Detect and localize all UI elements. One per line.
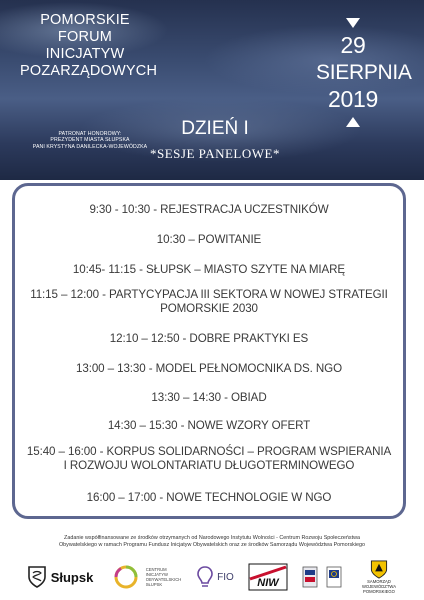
triangle-down-icon <box>346 18 360 28</box>
partner-logos <box>0 560 424 596</box>
niw-mark-icon <box>248 563 288 591</box>
svg-text:NIW: NIW <box>257 577 279 589</box>
day-label: DZIEŃ I <box>181 118 249 139</box>
fio-logo: FIO <box>190 560 240 594</box>
schedule-item: 14:30 – 15:30 - NOWE WZORY OFERT <box>107 419 311 432</box>
forum-title-line: INICJATYW <box>45 46 125 62</box>
patronage-line: PANI KRYSTYNA DANILECKA-WOJEWÓDZKA <box>32 143 148 150</box>
schedule-item: 10:45- 11:15 - SŁUPSK – MIASTO SZYTE NA MIARĘ <box>72 263 346 276</box>
date-day: 29 <box>340 32 366 58</box>
griffin-crest-icon <box>370 560 388 579</box>
schedule-panel <box>12 183 406 519</box>
schedule-item: 13:00 – 13:30 - MODEL PEŁNOMOCNIKA DS. NGO <box>76 362 342 375</box>
triangle-up-icon <box>346 117 360 127</box>
fio-bulb-icon <box>196 565 214 589</box>
eu-flag-icon <box>326 566 342 588</box>
slupsk-crest-icon <box>27 565 47 589</box>
cio-logo: CENTRUM INICJATYW OBYWATELSKICH SŁUPSK <box>112 560 182 594</box>
forum-title-line: FORUM <box>57 29 113 45</box>
schedule-item: 11:15 – 12:00 - PARTYCYPACJA III SEKTORA W NOWEJ STRATEGII POMORSKIE 2030 <box>30 288 388 315</box>
schedule-item: 12:10 – 12:50 - DOBRE PRAKTYKI ES <box>109 332 309 345</box>
samorzad-logo: SAMORZĄD WOJEWÓDZTWA POMORSKIEGO <box>348 560 410 594</box>
honorary-patronage <box>20 131 160 150</box>
date-year: 2019 <box>328 86 378 112</box>
funding-note: Zadanie współfinansowane ze środków otrzymanych od Narodowego Instytutu Wolności - Centrum Rozwoju Społeczeństwa Obywatelskiego w ramach Programu Fundusz Inicjatyw Obywatelskich oraz ze środków Samorządu Województwa Pomorskiego <box>58 535 366 548</box>
patronage-line: PATRONAT HONOROWY: <box>58 131 122 137</box>
header-banner <box>0 0 424 180</box>
cio-circle-icon <box>113 564 143 590</box>
slupsk-logo: Słupsk <box>20 560 100 594</box>
schedule-item: 13:30 – 14:30 - OBIAD <box>151 391 267 404</box>
session-label: *SESJE PANELOWE* <box>150 146 280 161</box>
flag-logo <box>300 560 320 594</box>
patronage-line: PREZYDENT MIASTA SŁUPSKA <box>50 137 130 144</box>
event-date <box>316 18 412 127</box>
eu-flag-logo <box>324 560 344 594</box>
date-month: SIERPNIA <box>316 61 412 84</box>
schedule-item: 9:30 - 10:30 - REJESTRACJA UCZESTNIKÓW <box>89 203 329 216</box>
flag-icon <box>302 566 318 588</box>
forum-title-line: POMORSKIE <box>40 12 130 28</box>
forum-title-line: POZARZĄDOWYCH <box>20 63 158 79</box>
forum-title <box>20 12 158 80</box>
schedule-item: 15:40 – 16:00 - KORPUS SOLIDARNOŚCI – PROGRAM WSPIERANIA I ROZWOJU WOLONTARIATU DŁUGOTERMINOWEGO <box>26 445 392 472</box>
schedule-item: 10:30 – POWITANIE <box>156 233 262 246</box>
schedule-item: 16:00 – 17:00 - NOWE TECHNOLOGIE W NGO <box>86 491 332 504</box>
niw-logo <box>246 560 290 594</box>
